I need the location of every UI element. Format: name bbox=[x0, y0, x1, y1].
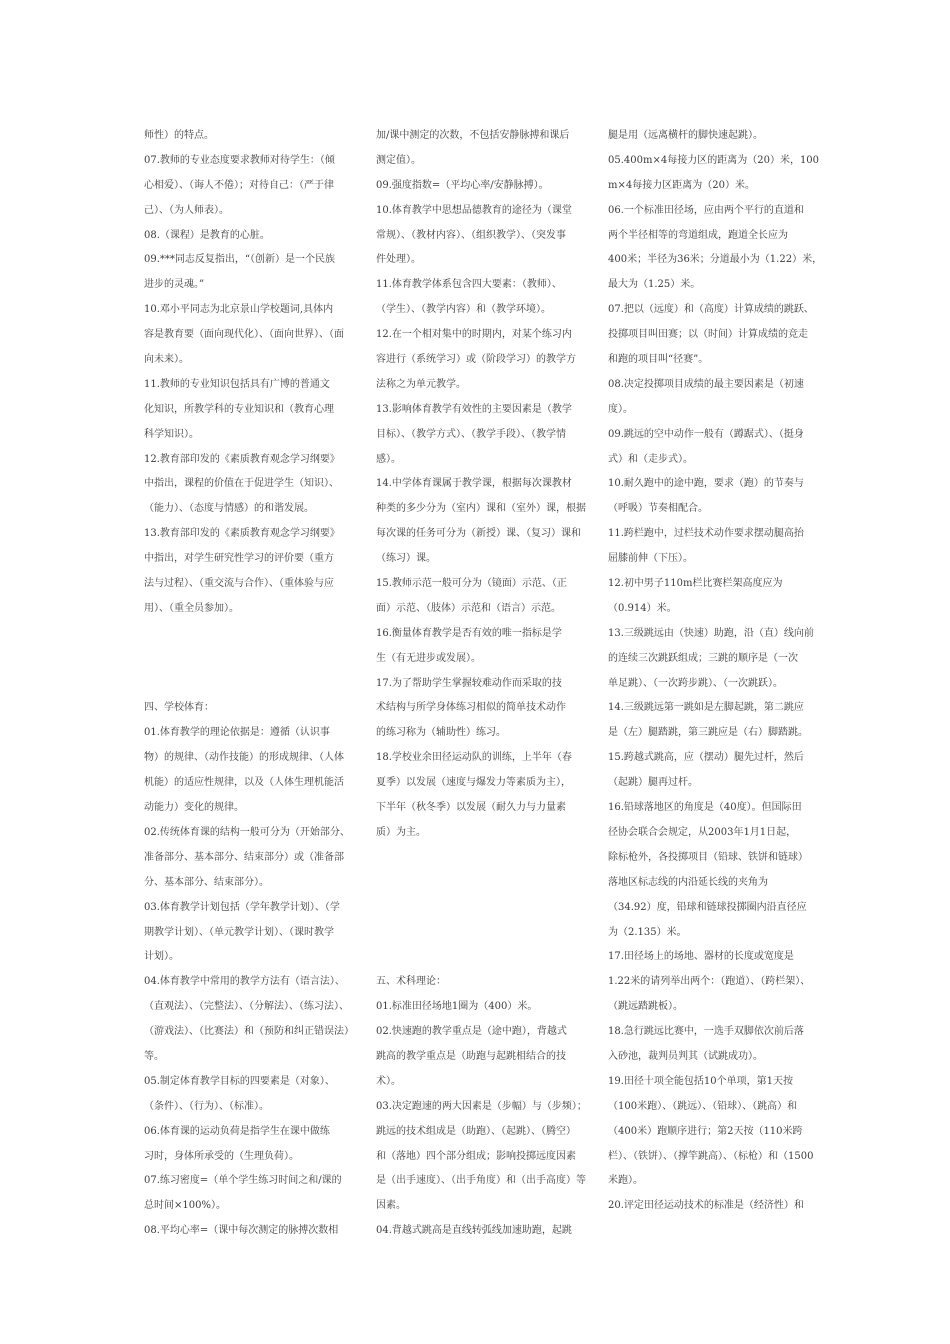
blank-line bbox=[376, 921, 584, 946]
text-line: 09.跳远的空中动作一般有（蹲踞式）、（挺身 bbox=[608, 428, 804, 440]
text-line: 感）。 bbox=[376, 453, 401, 465]
text-line: 13.教育部印发的《素质教育观念学习纲要》 bbox=[144, 528, 340, 540]
text-line: 06.一个标准田径场，应由两个平行的直道和 bbox=[608, 204, 804, 216]
text-line: 12.教育部印发的《素质教育观念学习纲要》 bbox=[144, 453, 340, 465]
text-line: 18.学校业余田径运动队的训练，上半年（春 bbox=[376, 752, 572, 764]
text-line: 心相爱）、（诲人不倦）；对待自己：（严于律 bbox=[144, 179, 334, 191]
text-line: 08.（课程）是教育的心脏。 bbox=[144, 229, 270, 241]
text-line: 用）、（重全员参加）。 bbox=[144, 602, 239, 614]
text-line: 下半年（秋冬季）以发展（耐久力与力量素 bbox=[376, 802, 566, 814]
text-line: 17.为了帮助学生掌握较难动作而采取的技 bbox=[376, 677, 562, 689]
text-line: （呼吸）节奏相配合。 bbox=[608, 503, 708, 515]
text-line: 07.教师的专业态度要求教师对待学生：（倾 bbox=[144, 154, 335, 166]
text-line: 因素。 bbox=[376, 1200, 406, 1212]
text-line: 07.把以（远度）和（高度）计算成绩的跳跃、 bbox=[608, 304, 814, 316]
text-line: 机能）的适应性规律，以及（人体生理机能活 bbox=[144, 777, 344, 789]
text-column-3 bbox=[608, 124, 823, 1219]
text-line: 目标）、（教学方式）、（教学手段）、（教学情 bbox=[376, 428, 566, 440]
text-line: （0.914）米。 bbox=[608, 602, 677, 614]
text-line: （条件）、（行为）、（标准）。 bbox=[144, 1100, 269, 1112]
text-line: 12.初中男子110m栏比赛栏架高度应为 bbox=[608, 578, 783, 590]
text-line: 入砂池，裁判员判其（试跳成功）。 bbox=[608, 1050, 763, 1062]
text-line: 投掷项目叫田赛；以（时间）计算成绩的竞走 bbox=[608, 329, 808, 341]
text-line: 单足跳）、（一次跨步跳）、（一次跳跃）。 bbox=[608, 677, 783, 689]
text-line: 08.决定投掷项目成绩的最主要因素是（初速 bbox=[608, 378, 804, 390]
text-line: 生（有无进步或发展）。 bbox=[376, 652, 481, 664]
text-line: 中指出，课程的价值在于促进学生（知识）、 bbox=[144, 478, 339, 490]
text-line: 五、术科理论： bbox=[376, 976, 446, 988]
text-line: 期教学计划）、（单元教学计划）、（课时教学 bbox=[144, 926, 334, 938]
text-line: 05.制定体育教学目标的四要素是（对象）、 bbox=[144, 1075, 335, 1087]
text-line: 的练习称为（辅助性）练习。 bbox=[376, 727, 506, 739]
text-line: 质）为主。 bbox=[376, 826, 426, 838]
text-line: 04.背越式跳高是直线转弧线加速助跑，起跳 bbox=[376, 1225, 572, 1237]
text-line: 物）的规律、（动作技能）的形成规律、（人体 bbox=[144, 752, 344, 764]
text-line: 05.400m×4每接力区的距离为（20）米，100 bbox=[608, 154, 820, 166]
text-line: 加/课中测定的次数，不包括安静脉搏和课后 bbox=[376, 130, 570, 141]
text-line: （学生）、（教学内容）和（教学环境）。 bbox=[376, 304, 551, 316]
text-line: 己）、（为人师表）。 bbox=[144, 204, 229, 216]
text-line: 14.中学体育课属于教学课，根据每次课教材 bbox=[376, 478, 572, 490]
text-line: 腿是用（远离横杆的脚快速起跳）。 bbox=[608, 130, 763, 141]
blank-line bbox=[376, 871, 584, 896]
text-line: 19.田径十项全能包括10个单项，第1天按 bbox=[608, 1075, 793, 1087]
text-line: 10.耐久跑中的途中跑，要求（跑）的节奏与 bbox=[608, 478, 804, 490]
text-line: 式）和（走步式）。 bbox=[608, 453, 693, 465]
text-line: 科学知识）。 bbox=[144, 428, 199, 440]
text-line: 01.体育教学的理论依据是：遵循（认识事 bbox=[144, 727, 330, 739]
text-line: 测定值）。 bbox=[376, 154, 421, 166]
text-line: （能力）、（态度与情感）的和谐发展。 bbox=[144, 503, 314, 515]
text-line: 01.标准田径场地1圈为（400）米。 bbox=[376, 1001, 538, 1013]
text-line: 09.***同志反复指出，“（创新）是一个民族 bbox=[144, 254, 336, 266]
text-line: 和（落地）四个部分组成；影响投掷远度因素 bbox=[376, 1150, 576, 1162]
text-line: 20.评定田径运动技术的标准是（经济性）和 bbox=[608, 1200, 804, 1212]
text-line: 是（出手速度）、（出手角度）和（出手高度）等 bbox=[376, 1175, 586, 1187]
text-line: （跳远踏跳板）。 bbox=[608, 1001, 683, 1013]
text-line: 11.教师的专业知识包括具有广博的普通文 bbox=[144, 378, 330, 390]
text-line: 两个半径相等的弯道组成，跑道全长应为 bbox=[608, 229, 788, 241]
text-line: 16.铅球落地区的角度是（40度）。但国际田 bbox=[608, 802, 802, 814]
text-line: 跳高的教学重点是（助跑与起跳相结合的技 bbox=[376, 1050, 566, 1062]
text-line: 向未来）。 bbox=[144, 354, 189, 366]
text-line: 师性）的特点。 bbox=[144, 130, 214, 141]
text-line: （100米跑）、（跳远）、（铅球）、（跳高）和 bbox=[608, 1100, 798, 1112]
text-line: 1.22米的请列举出两个：（跑道）、（跨栏架）、 bbox=[608, 976, 811, 988]
blank-line bbox=[376, 945, 584, 970]
text-line: 等。 bbox=[144, 1050, 164, 1062]
text-line: 术）。 bbox=[376, 1075, 401, 1087]
text-line: 04.体育教学中常用的教学方法有（语言法）、 bbox=[144, 976, 345, 988]
text-line: 跳远的技术组成是（助跑）、（起跳）、（腾空） bbox=[376, 1125, 576, 1137]
text-line: 法与过程）、（重交流与合作）、（重体验与应 bbox=[144, 578, 334, 590]
text-line: 件处理）。 bbox=[376, 254, 421, 266]
text-line: 容是教育要（面向现代化）、（面向世界）、（面 bbox=[144, 329, 344, 341]
text-line: 400米；半径为36米；分道最小为（1.22）米， bbox=[608, 254, 823, 266]
text-line: 面）示范、（肢体）示范和（语言）示范。 bbox=[376, 602, 561, 614]
text-line: 10.体育教学中思想品德教育的途径为（课堂 bbox=[376, 204, 572, 216]
text-line: 12.在一个相对集中的时期内，对某个练习内 bbox=[376, 329, 572, 341]
text-line: 06.体育课的运动负荷是指学生在课中做练 bbox=[144, 1125, 330, 1137]
text-line: 13.影响体育教学有效性的主要因素是（教学 bbox=[376, 403, 572, 415]
text-line: （400米）跑顺序进行；第2天按（110米跨 bbox=[608, 1125, 803, 1137]
text-line: 13.三级跳远由（快速）助跑，沿（直）线向前 bbox=[608, 627, 814, 639]
text-line: 02.快速跑的教学重点是（途中跑），背越式 bbox=[376, 1026, 567, 1038]
blank-line bbox=[144, 647, 352, 672]
blank-line bbox=[144, 672, 352, 697]
text-line: 容进行（系统学习）或（阶段学习）的教学方 bbox=[376, 354, 576, 366]
text-line: 11.体育教学体系包含四大要素：（教师）、 bbox=[376, 279, 562, 291]
text-line: 17.田径场上的场地、器材的长度或宽度是 bbox=[608, 951, 794, 963]
text-line: 03.体育教学计划包括（学年教学计划）、（学 bbox=[144, 901, 340, 913]
text-line: 11.跨栏跑中，过栏技术动作要求摆动腿高抬 bbox=[608, 528, 804, 540]
text-line: 和跑的项目叫“径赛”。 bbox=[608, 354, 709, 366]
text-line: 栏）、（铁饼）、（撑竿跳高）、（标枪）和（1500 bbox=[608, 1150, 814, 1162]
text-line: 15.跨越式跳高，应（摆动）腿先过杆，然后 bbox=[608, 752, 804, 764]
text-line: 18.急行跳远比赛中，一选手双脚依次前后落 bbox=[608, 1026, 804, 1038]
text-line: 的连续三次跳跃组成；三跳的顺序是（一次 bbox=[608, 652, 798, 664]
text-line: 米跑）。 bbox=[608, 1175, 643, 1187]
text-line: 度）。 bbox=[608, 403, 633, 415]
text-line: 07.练习密度=（单个学生练习时间之和/课的 bbox=[144, 1175, 342, 1187]
text-line: 准备部分、基本部分、结束部分）或（准备部 bbox=[144, 851, 344, 863]
text-line: （游戏法）、（比赛法）和（预防和纠正错误法） bbox=[144, 1026, 354, 1038]
text-line: （34.92）度，铅球和链球投掷圈内沿直径应 bbox=[608, 901, 807, 913]
text-line: 屈膝前伸（下压）。 bbox=[608, 553, 693, 565]
blank-line bbox=[144, 622, 352, 647]
text-line: 16.衡量体育教学是否有效的唯一指标是学 bbox=[376, 627, 562, 639]
text-line: 每次课的任务可分为（新授）课、（复习）课和 bbox=[376, 528, 581, 540]
text-line: 化知识，所教学科的专业知识和（教育心理 bbox=[144, 403, 334, 415]
text-line: 分、基本部分、结束部分）。 bbox=[144, 876, 269, 888]
text-line: 夏季）以发展（速度与爆发力等素质为主）， bbox=[376, 777, 571, 789]
text-line: 进步的灵魂。” bbox=[144, 279, 205, 291]
text-line: 总时间×100%）。 bbox=[144, 1200, 226, 1212]
text-line: 法称之为单元教学。 bbox=[376, 378, 466, 390]
text-line: 落地区标志线的内沿延长线的夹角为 bbox=[608, 876, 768, 888]
text-line: 10.邓小平同志为北京景山学校题词,具体内 bbox=[144, 304, 334, 316]
text-line: 09.强度指数=（平均心率/安静脉搏）。 bbox=[376, 179, 549, 191]
text-line: 计划）。 bbox=[144, 951, 179, 963]
text-line: 为（2.135）米。 bbox=[608, 926, 687, 938]
text-line: 03.决定跑速的两大因素是（步幅）与（步频）； bbox=[376, 1100, 587, 1112]
text-line: 15.教师示范一般可分为（镜面）示范、（正 bbox=[376, 578, 567, 590]
text-line: 02.传统体育课的结构一般可分为（开始部分、 bbox=[144, 826, 350, 838]
text-line: 是（左）腿踏跳，第三跳应是（右）脚踏跳。 bbox=[608, 727, 808, 739]
text-line: 最大为（1.25）米。 bbox=[608, 279, 701, 291]
blank-line bbox=[376, 846, 584, 871]
text-line: 除标枪外，各投掷项目（铅球、铁饼和链球） bbox=[608, 851, 808, 863]
text-line: （直观法）、（完整法）、（分解法）、（练习法）、 bbox=[144, 1001, 349, 1013]
text-line: 动能力）变化的规律。 bbox=[144, 802, 244, 814]
text-line: （练习）课。 bbox=[376, 553, 436, 565]
text-line: 术结构与所学身体练习相似的简单技术动作 bbox=[376, 702, 566, 714]
text-line: 种类的多少分为（室内）课和（室外）课，根据 bbox=[376, 503, 586, 515]
blank-line bbox=[376, 896, 584, 921]
text-line: 四、学校体育： bbox=[144, 702, 214, 714]
text-line: m×4每接力区距离为（20）米。 bbox=[608, 179, 755, 191]
text-column-1 bbox=[144, 124, 352, 1244]
text-line: （起跳）腿再过杆。 bbox=[608, 777, 698, 789]
text-line: 中指出，对学生研究性学习的评价要（重方 bbox=[144, 553, 334, 565]
text-line: 14.三级跳远第一跳如是左脚起跳，第二跳应 bbox=[608, 702, 804, 714]
text-column-2 bbox=[376, 124, 587, 1244]
text-line: 常规）、（教材内容）、（组织教学）、（突发事 bbox=[376, 229, 566, 241]
text-line: 08.平均心率=（课中每次测定的脉搏次数相 bbox=[144, 1225, 339, 1237]
text-line: 习时，身体所承受的（生理负荷）。 bbox=[144, 1150, 299, 1162]
text-line: 径协会联合会规定，从2003年1月1日起， bbox=[608, 826, 797, 838]
